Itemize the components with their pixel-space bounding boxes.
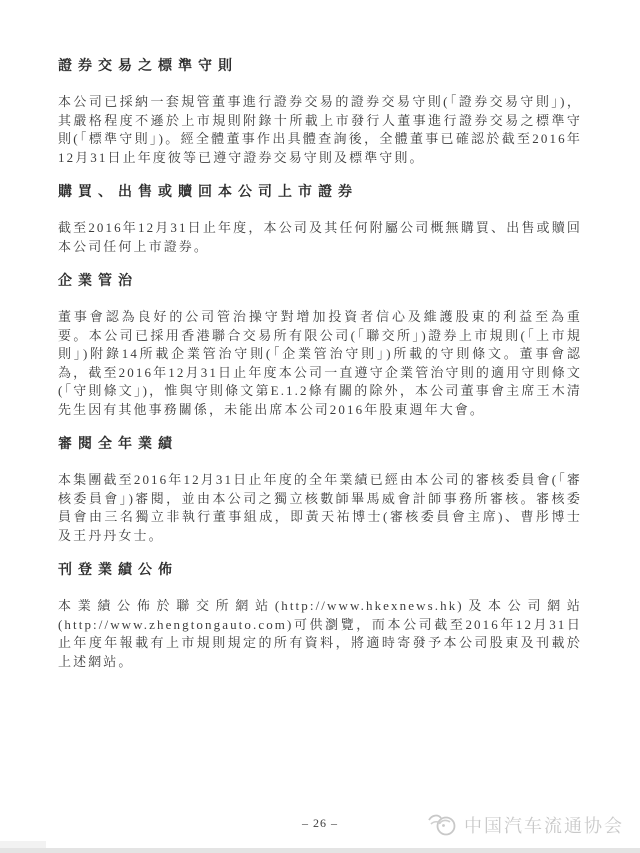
section-heading: 證券交易之標準守則	[58, 59, 238, 74]
section-body: 本公司已採納一套規管董事進行證券交易的證券交易守則(「證券交易守則」)，其嚴格程度不遜於上市規則附錄十所載上市發行人董事進行證券交易之標準守則(「標準守則」)。經全體董事作出具體查詢後，全體董事已確認於截至2016年12月31日止年度彼等已遵守證券交易守則及標準守則。	[58, 94, 582, 165]
section-securities-dealing-code	[58, 57, 582, 167]
cada-emblem-icon	[427, 811, 459, 839]
document-page	[58, 57, 582, 687]
section-heading: 審閱全年業績	[58, 437, 178, 452]
section-body: 本集團截至2016年12月31日止年度的全年業績已經由本公司的審核委員會(「審核委員會」)審閱，並由本公司之獨立核數師畢馬威會計師事務所審核。審核委員會由三名獨立非執行董事組成，即黃天祐博士(審核委員會主席)、曹彤博士及王丹丹女士。	[58, 472, 582, 543]
watermark	[427, 811, 624, 839]
section-heading: 企業管治	[58, 274, 138, 289]
section-body: 本業績公佈於聯交所網站(http://www.hkexnews.hk)及本公司網站(http://www.zhengtongauto.com)可供瀏覽，而本公司截至2016年12月31日止年度年報載有上市規則規定的所有資料，將適時寄發予本公司股東及刊載於上述網站。	[58, 598, 582, 669]
section-body: 董事會認為良好的公司管治操守對增加投資者信心及維護股東的利益至為重要。本公司已採用香港聯合交易所有限公司(「聯交所」)證券上市規則(「上市規則」)附錄14所載企業管治守則(「企業管治守則」)所載的守則條文。董事會認為，截至2016年12月31日止年度本公司一直遵守企業管治守則的適用守則條文(「守則條文」)，惟與守則條文第E.1.2條有關的除外，本公司董事會主席王木清先生因有其他事務關係，未能出席本公司2016年股東週年大會。	[58, 309, 582, 417]
section-purchase-sale-redemption	[58, 183, 582, 256]
section-publication-of-results	[58, 561, 582, 671]
watermark-label: 中国汽车流通协会	[464, 816, 624, 836]
section-heading: 購買、出售或贖回本公司上市證券	[58, 185, 358, 200]
scan-bottom-edge	[0, 848, 640, 853]
section-corporate-governance	[58, 272, 582, 419]
section-heading: 刊登業績公佈	[58, 563, 178, 578]
section-body: 截至2016年12月31日止年度，本公司及其任何附屬公司概無購買、出售或贖回本公司任何上市證券。	[58, 220, 582, 254]
section-review-of-annual-results	[58, 435, 582, 545]
page-number: – 26 –	[302, 816, 338, 830]
